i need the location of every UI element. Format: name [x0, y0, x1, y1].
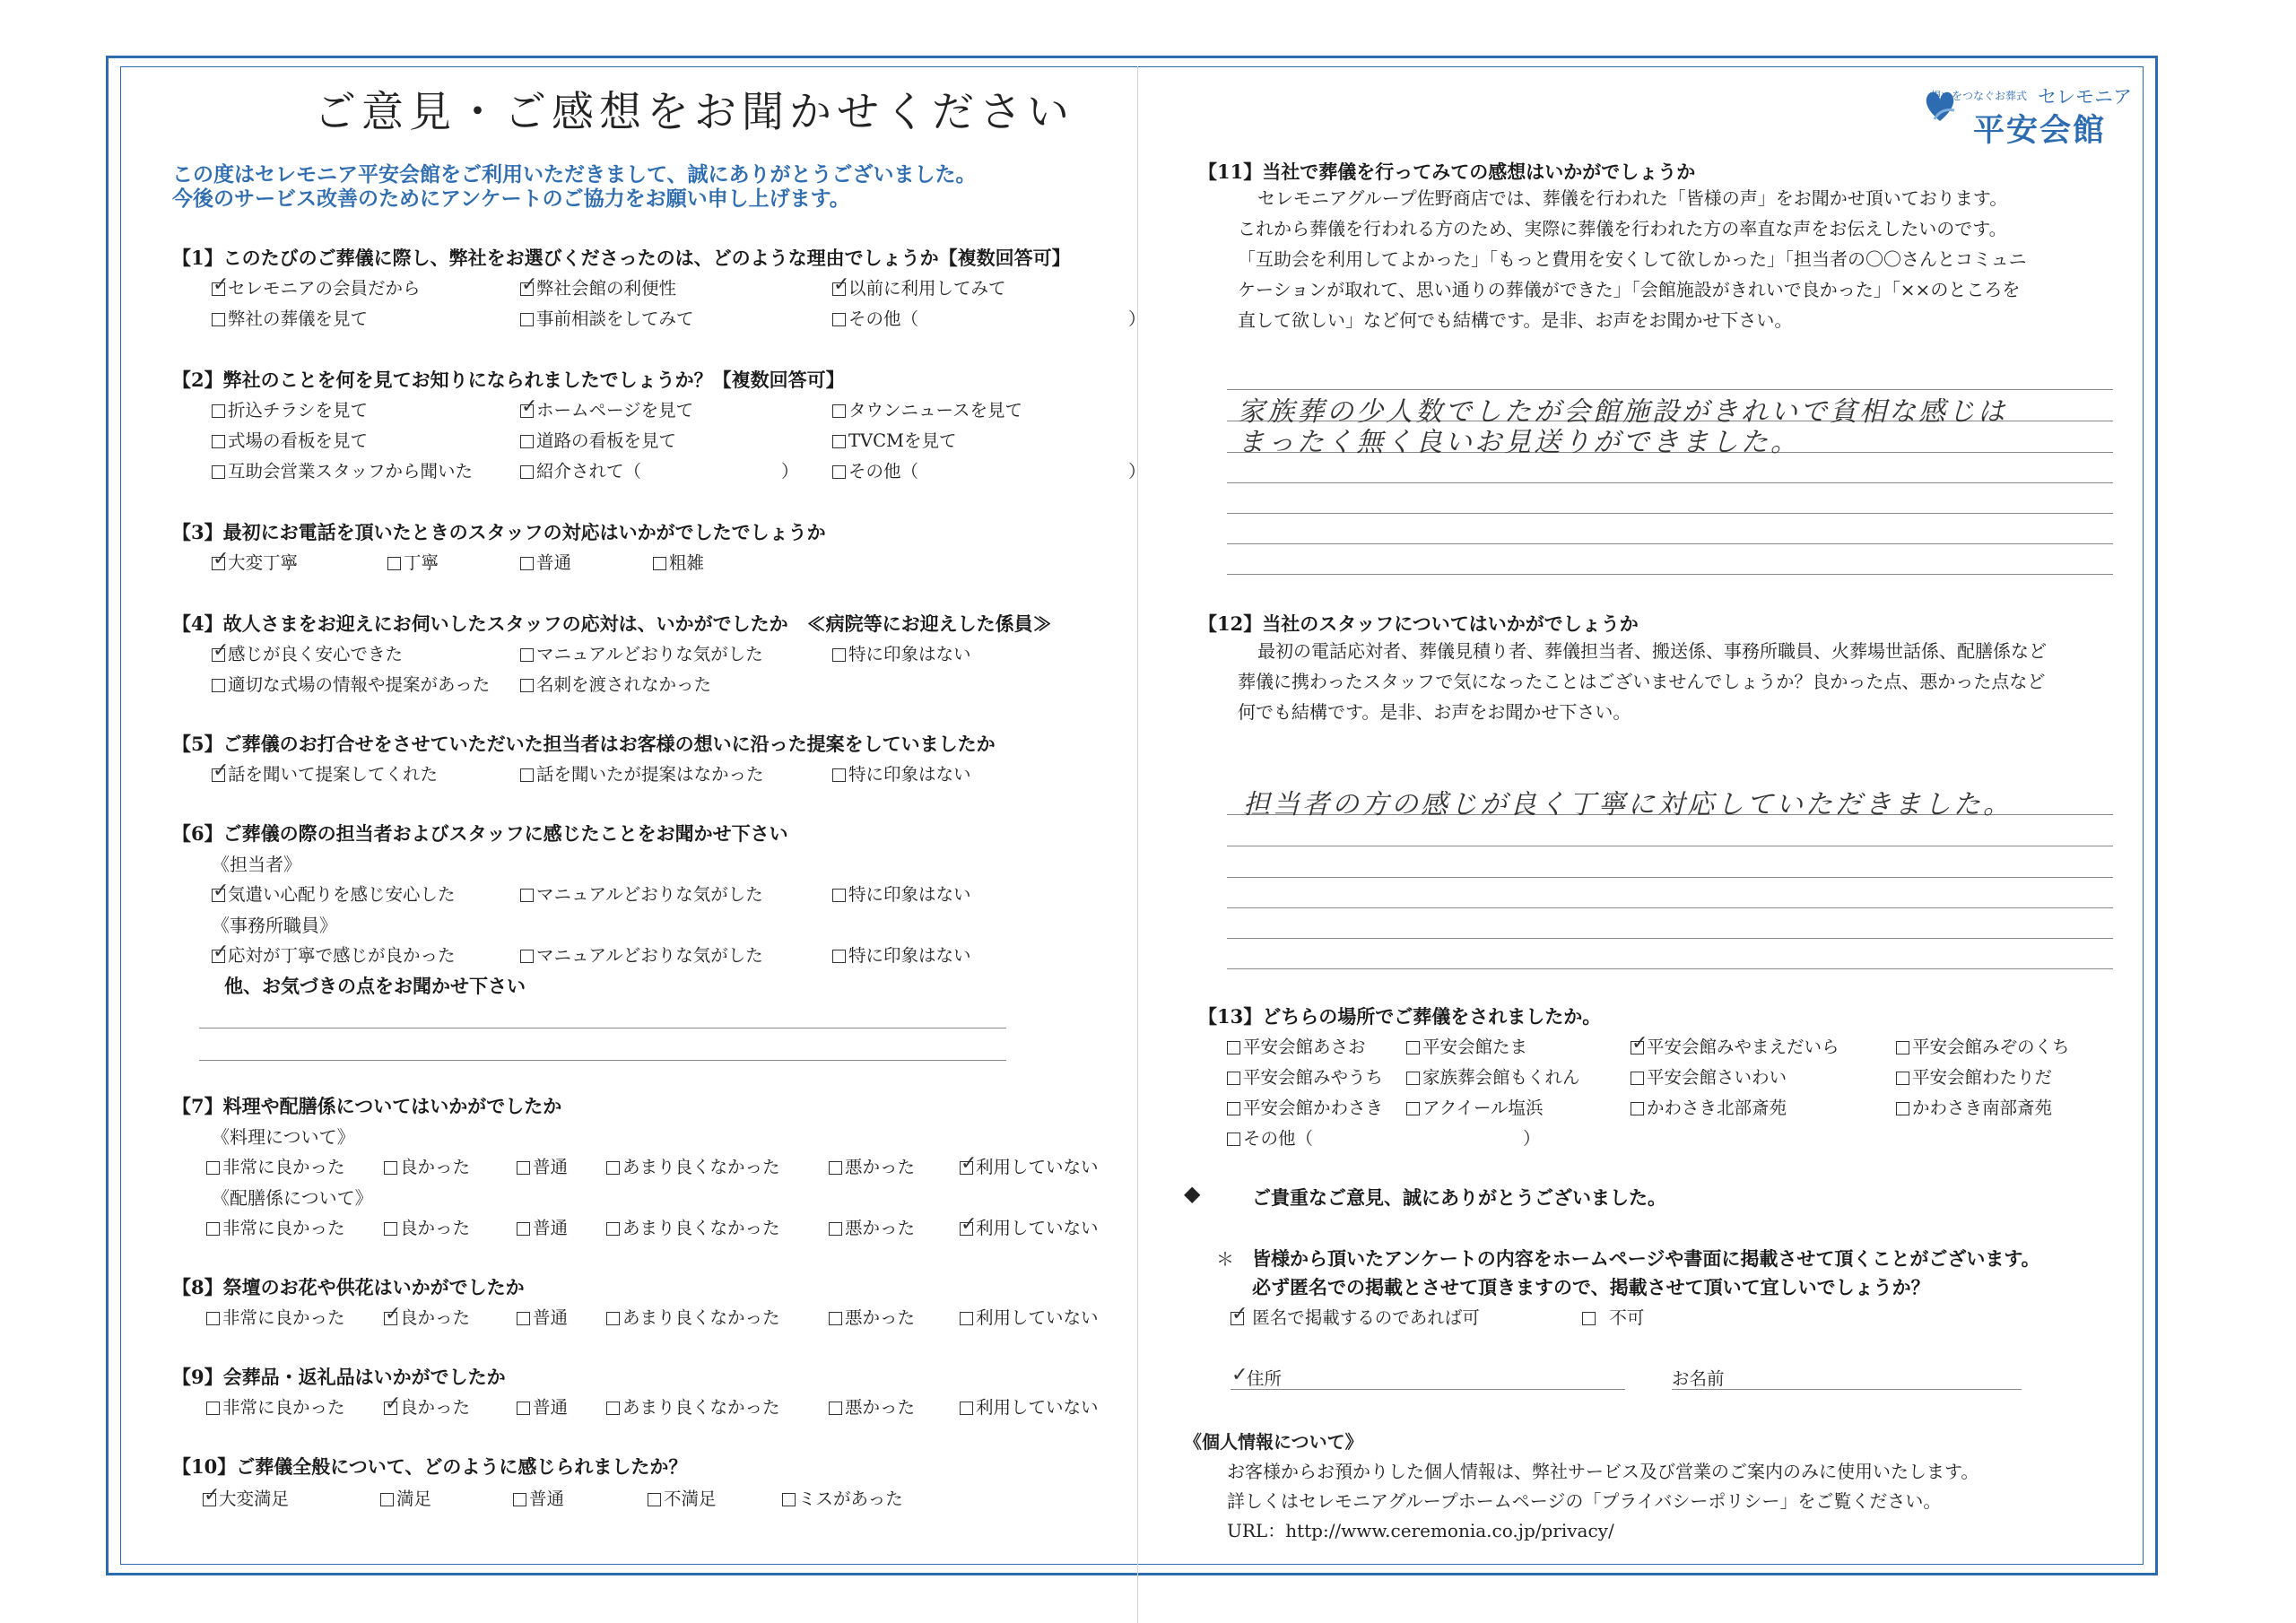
q7-sub-food: 《料理について》: [212, 1126, 355, 1148]
q3-option[interactable]: 粗雑: [653, 549, 704, 574]
checkbox[interactable]: [1896, 1041, 1909, 1055]
checkbox[interactable]: [212, 435, 225, 448]
q6-sub-office: 《事務所職員》: [212, 915, 337, 936]
q6-sub-staff: 《担当者》: [212, 854, 301, 875]
q6-label: 【6】ご葬儀の際の担当者およびスタッフに感じたことをお聞かせ下さい: [172, 822, 788, 845]
q2-option[interactable]: 折込チラシを見て: [212, 396, 368, 421]
q2-option[interactable]: 道路の看板を見て: [520, 427, 676, 452]
checkbox[interactable]: [384, 1222, 397, 1236]
q6-option[interactable]: ✓気遣い心配りを感じ安心した: [212, 881, 456, 906]
checkbox[interactable]: [520, 465, 534, 479]
consent-option-no[interactable]: 不可: [1582, 1304, 1644, 1329]
checkbox[interactable]: [606, 1222, 620, 1236]
q11-body-5: 直して欲しい」など何でも結構です。是非、お声をお聞かせ下さい。: [1238, 309, 1793, 331]
left-page: [0, 0, 1146, 1623]
checkbox[interactable]: [606, 1402, 620, 1415]
checkbox[interactable]: [1231, 1312, 1244, 1325]
q13-option[interactable]: ✓ 平安会館みやまえだいら: [1631, 1033, 1839, 1058]
q4-label: 【4】故人さまをお迎えにお伺いしたスタッフの応対は、いかがでしたか ≪病院等にお迎えした係員≫: [172, 612, 1052, 635]
checkbox[interactable]: [212, 648, 225, 662]
q3-option[interactable]: 丁寧: [387, 549, 439, 574]
checkbox[interactable]: [1227, 1072, 1240, 1085]
q1-option[interactable]: その他（ ）: [832, 305, 1146, 330]
q1-option[interactable]: ✓ 弊社会館の利便性: [520, 274, 676, 299]
checkbox[interactable]: [1631, 1102, 1644, 1115]
checkbox[interactable]: [520, 313, 534, 326]
write-line[interactable]: [1227, 938, 2113, 939]
q2-label: 【2】弊社のことを何を見てお知りになられましたでしょうか？【複数回答可】: [172, 369, 845, 391]
q8-option[interactable]: 悪かった: [829, 1304, 915, 1329]
checkbox[interactable]: [606, 1161, 620, 1175]
q1-option[interactable]: 事前相談をしてみて: [520, 305, 694, 330]
q10-option[interactable]: ミスがあった: [782, 1485, 903, 1510]
checkbox[interactable]: [832, 313, 846, 326]
q7-option[interactable]: 悪かった: [829, 1214, 915, 1239]
q13-label: 【13】どちらの場所でご葬儀をされましたか。: [1198, 1005, 1602, 1028]
checkbox[interactable]: [520, 768, 534, 782]
q13-option[interactable]: かわさき北部斎苑: [1631, 1094, 1787, 1119]
checkbox[interactable]: [1227, 1102, 1240, 1115]
checkbox[interactable]: [384, 1312, 397, 1325]
q8-option[interactable]: ✓ 良かった: [384, 1304, 470, 1329]
checkbox[interactable]: [1582, 1312, 1596, 1325]
q4-option[interactable]: マニュアルどおりな気がした: [520, 640, 763, 665]
right-page: [1137, 0, 2296, 1623]
q2-option[interactable]: その他（ ）: [832, 457, 1146, 482]
q12-body-2: 葬儀に携わったスタッフで気になったことはございませんでしょうか？良かった点、悪かった点など: [1238, 671, 2046, 692]
q12-body-3: 何でも結構です。是非、お声をお聞かせ下さい。: [1238, 701, 1631, 723]
checkbox[interactable]: [212, 465, 225, 479]
q11-body-4: ケーションが取れて、思い通りの葬儀ができた」「会館施設がきれいで良かった」「××のところを: [1238, 279, 2021, 300]
checkbox[interactable]: [1406, 1041, 1420, 1055]
checkbox[interactable]: [832, 768, 846, 782]
q13-option[interactable]: 平安会館わたりだ: [1896, 1063, 2052, 1089]
checkbox[interactable]: [1631, 1072, 1644, 1085]
thanks-text: ご貴重なご意見、誠にありがとうございました。: [1252, 1186, 1666, 1209]
q13-option[interactable]: その他（ ）: [1227, 1124, 1541, 1150]
q7-option[interactable]: ✓ 利用していない: [960, 1153, 1099, 1178]
checkbox[interactable]: [206, 1402, 220, 1415]
checkbox[interactable]: [1406, 1072, 1420, 1085]
checkbox[interactable]: [1896, 1102, 1909, 1115]
checkbox[interactable]: [1227, 1133, 1240, 1146]
q9-label: 【9】会葬品・返礼品はいかがでしたか: [172, 1366, 506, 1388]
q13-option[interactable]: 家族葬会館もくれん: [1406, 1063, 1580, 1089]
q7-option[interactable]: あまり良くなかった: [606, 1214, 780, 1239]
q1-label: 【1】このたびのご葬儀に際し、弊社をお選びくださったのは、どのような理由でしょうか【複数回答可】: [172, 247, 1071, 269]
checkbox[interactable]: [960, 1161, 973, 1175]
q11-handwritten-answer-2: まったく無く良いお見送りができました。: [1238, 427, 1800, 458]
q3-option[interactable]: 普通: [520, 549, 571, 574]
q12-handwritten-answer: 担当者の方の感じが良く丁寧に対応していただきました。: [1243, 789, 2013, 820]
privacy-line-1: お客様からお預かりした個人情報は、弊社サービス及び営業のご案内のみに使用いたします。: [1227, 1461, 1979, 1482]
q13-option[interactable]: かわさき南部斎苑: [1896, 1094, 2052, 1119]
q2-option[interactable]: TVCMを見て: [832, 427, 956, 452]
checkbox[interactable]: [829, 1402, 842, 1415]
checkbox[interactable]: [206, 1161, 220, 1175]
checkbox[interactable]: [960, 1312, 973, 1325]
q11-handwritten-answer-1: 家族葬の少人数でしたが会館施設がきれいで貧相な感じは: [1238, 396, 2007, 428]
q3-label: 【3】最初にお電話を頂いたときのスタッフの対応はいかがでしたでしょうか: [172, 521, 826, 543]
checkbox[interactable]: [517, 1402, 530, 1415]
checkbox[interactable]: [520, 404, 534, 418]
logo-name: 平安会館: [1973, 112, 2107, 149]
page-title: ご意見・ご感想をお聞かせください: [314, 88, 1074, 137]
q9-option[interactable]: あまり良くなかった: [606, 1393, 780, 1419]
q11-body-2: これから葬儀を行われる方のため、実際に葬儀を行われた方の率直な声をお伝えしたいのです。: [1238, 218, 2007, 239]
q1-option[interactable]: 弊社の葬儀を見て: [212, 305, 368, 330]
checkbox[interactable]: [212, 768, 225, 782]
checkbox[interactable]: [520, 557, 534, 570]
privacy-heading: 《個人情報について》: [1184, 1431, 1363, 1453]
q6-option[interactable]: マニュアルどおりな気がした: [520, 942, 763, 967]
checkbox[interactable]: [384, 1402, 397, 1415]
checkbox[interactable]: [960, 1402, 973, 1415]
q7-option[interactable]: 悪かった: [829, 1153, 915, 1178]
consent-option-yes[interactable]: ✓ 匿名で掲載するのであれば可: [1231, 1304, 1480, 1329]
write-line[interactable]: [1227, 968, 2113, 969]
q6-option[interactable]: 特に印象はない: [832, 881, 971, 906]
address-check: [1231, 1373, 1244, 1386]
checkbox[interactable]: [513, 1493, 526, 1506]
q2-option[interactable]: 紹介されて（ ）: [520, 457, 799, 482]
q7-option[interactable]: あまり良くなかった: [606, 1153, 780, 1178]
address-field-label: ✓住所: [1231, 1365, 1282, 1390]
checkbox[interactable]: [832, 465, 846, 479]
checkbox[interactable]: [960, 1222, 973, 1236]
q12-label: 【12】当社のスタッフについてはいかがでしょうか: [1198, 612, 1639, 635]
q5-option[interactable]: 話を聞いたが提案はなかった: [520, 760, 764, 785]
checkbox[interactable]: [212, 313, 225, 326]
q7-option[interactable]: 普通: [517, 1214, 568, 1239]
checkbox[interactable]: [606, 1312, 620, 1325]
write-line[interactable]: [1227, 907, 2113, 908]
checkbox[interactable]: [206, 1312, 220, 1325]
checkbox[interactable]: [832, 648, 846, 662]
checkbox[interactable]: [212, 679, 225, 692]
intro-line-2: 今後のサービス改善のためにアンケートのご協力をお願い申し上げます。: [172, 187, 850, 211]
q8-option[interactable]: あまり良くなかった: [606, 1304, 780, 1329]
q7-option[interactable]: ✓ 利用していない: [960, 1214, 1099, 1239]
q13-option[interactable]: 平安会館さいわい: [1631, 1063, 1787, 1089]
name-field-label: お名前: [1672, 1368, 1725, 1389]
q7-label: 【7】料理や配膳係についてはいかがでしたか: [172, 1095, 562, 1117]
name-field[interactable]: [1672, 1389, 2022, 1390]
q1-option[interactable]: ✓ 以前に利用してみて: [832, 274, 1006, 299]
checkbox[interactable]: [212, 557, 225, 570]
q4-option[interactable]: 名刺を渡されなかった: [520, 671, 711, 696]
checkbox[interactable]: [829, 1222, 842, 1236]
privacy-line-2: 詳しくはセレモニアグループホームページの「プライバシーポリシー」をご覧ください。: [1227, 1490, 1942, 1512]
checkbox[interactable]: [520, 648, 534, 662]
checkbox[interactable]: [520, 679, 534, 692]
checkbox[interactable]: [520, 435, 534, 448]
checkbox[interactable]: [212, 404, 225, 418]
checkbox[interactable]: [782, 1493, 796, 1506]
q7-option[interactable]: 非常に良かった: [206, 1214, 345, 1239]
q7-option[interactable]: 普通: [517, 1153, 568, 1178]
q7-option[interactable]: 良かった: [384, 1214, 470, 1239]
q13-option[interactable]: 平安会館みぞのくち: [1896, 1033, 2070, 1058]
q12-body-1: 最初の電話応対者、葬儀見積り者、葬儀担当者、搬送係、事務所職員、火葬場世話係、配膳係など: [1257, 640, 2047, 662]
q1-option[interactable]: ✓セレモニアの会員だから: [212, 274, 421, 299]
q8-option[interactable]: 利用していない: [960, 1304, 1099, 1329]
checkbox[interactable]: [653, 557, 666, 570]
checkbox[interactable]: [832, 435, 846, 448]
q7-option[interactable]: 非常に良かった: [206, 1153, 345, 1178]
q9-option[interactable]: 普通: [517, 1393, 568, 1419]
q10-option[interactable]: 満足: [380, 1485, 431, 1510]
checkbox[interactable]: [829, 1312, 842, 1325]
q13-option[interactable]: 平安会館かわさき: [1227, 1094, 1383, 1119]
q7-sub-server: 《配膳係について》: [212, 1187, 373, 1209]
write-line[interactable]: [1227, 513, 2113, 514]
checkbox[interactable]: [832, 950, 846, 963]
asterisk-icon: ＊: [1216, 1248, 1234, 1270]
q6-other-label: 他、お気づきの点をお聞かせ下さい: [224, 975, 526, 997]
q9-option[interactable]: 悪かった: [829, 1393, 915, 1419]
q4-option[interactable]: 特に印象はない: [832, 640, 971, 665]
checkbox[interactable]: [520, 950, 534, 963]
checkbox[interactable]: [1896, 1072, 1909, 1085]
q5-label: 【5】ご葬儀のお打合せをさせていただいた担当者はお客様の想いに沿った提案をしていましたか: [172, 733, 996, 755]
checkbox[interactable]: [520, 282, 534, 296]
checkbox[interactable]: [517, 1222, 530, 1236]
checkbox[interactable]: [832, 282, 846, 296]
write-line[interactable]: [199, 1060, 1006, 1061]
q11-label: 【11】当社で葬儀を行ってみての感想はいかがでしょうか: [1198, 161, 1696, 183]
logo-tagline: 想いをつなぐお葬式: [1930, 90, 2028, 102]
q9-option[interactable]: 利用していない: [960, 1393, 1099, 1419]
address-field[interactable]: [1231, 1389, 1625, 1390]
write-line[interactable]: [1227, 574, 2113, 575]
checkbox[interactable]: [212, 889, 225, 902]
q10-option[interactable]: 不満足: [648, 1485, 717, 1510]
q5-option[interactable]: ✓話を聞いて提案してくれた: [212, 760, 438, 785]
checkbox[interactable]: [520, 889, 534, 902]
checkbox[interactable]: [517, 1161, 530, 1175]
q13-option[interactable]: 平安会館たま: [1406, 1033, 1527, 1058]
intro-line-1: この度はセレモニア平安会館をご利用いただきまして、誠にありがとうございました。: [172, 162, 977, 187]
q5-option[interactable]: 特に印象はない: [832, 760, 971, 785]
q4-option[interactable]: ✓感じが良く安心できた: [212, 640, 403, 665]
checkbox[interactable]: [829, 1161, 842, 1175]
checkbox[interactable]: [648, 1493, 661, 1506]
q13-option[interactable]: 平安会館みやうち: [1227, 1063, 1383, 1089]
checkbox[interactable]: [1227, 1041, 1240, 1055]
q2-option[interactable]: ✓ ホームページを見て: [520, 396, 693, 421]
checkbox[interactable]: [1406, 1102, 1420, 1115]
publish-note-2: 必ず匿名での掲載とさせて頂きますので、掲載させて頂いて宜しいでしょうか？: [1252, 1276, 1930, 1298]
q2-option[interactable]: 式場の看板を見て: [212, 427, 368, 452]
privacy-url-link[interactable]: URL：http://www.ceremonia.co.jp/privacy/: [1227, 1520, 1614, 1541]
q6-option[interactable]: マニュアルどおりな気がした: [520, 881, 763, 906]
q10-label: 【10】ご葬儀全般について、どのように感じられましたか？: [172, 1455, 688, 1478]
q6-option[interactable]: 特に印象はない: [832, 942, 971, 967]
write-line[interactable]: [1227, 543, 2113, 544]
publish-note-1: 皆様から頂いたアンケートの内容をホームページや書面に掲載させて頂くことがございます。: [1252, 1247, 2040, 1270]
q7-option[interactable]: 良かった: [384, 1153, 470, 1178]
checkbox[interactable]: [203, 1493, 216, 1506]
q2-option[interactable]: 互助会営業スタッフから聞いた: [212, 457, 473, 482]
checkbox[interactable]: [517, 1312, 530, 1325]
write-line[interactable]: [1227, 482, 2113, 483]
checkbox[interactable]: [1631, 1041, 1644, 1055]
q9-option[interactable]: 非常に良かった: [206, 1393, 345, 1419]
q6-option[interactable]: ✓応対が丁寧で感じが良かった: [212, 942, 456, 967]
checkbox[interactable]: [387, 557, 401, 570]
checkbox[interactable]: [832, 404, 846, 418]
q8-label: 【8】祭壇のお花や供花はいかがでしたか: [172, 1276, 525, 1298]
write-line[interactable]: [1227, 877, 2113, 878]
q13-option[interactable]: 平安会館あさお: [1227, 1033, 1366, 1058]
checkbox[interactable]: [380, 1493, 394, 1506]
q11-body-3: 「互助会を利用してよかった」「もっと費用を安くして欲しかった」「担当者の〇〇さんとコミュニ: [1238, 248, 2027, 270]
q10-option[interactable]: 普通: [513, 1485, 564, 1510]
diamond-icon: ◆: [1184, 1181, 1201, 1206]
checkbox[interactable]: [212, 282, 225, 296]
checkbox[interactable]: [212, 950, 225, 963]
q9-option[interactable]: ✓ 良かった: [384, 1393, 470, 1419]
q3-option[interactable]: ✓大変丁寧: [212, 549, 298, 574]
checkbox[interactable]: [384, 1161, 397, 1175]
q4-option[interactable]: 適切な式場の情報や提案があった: [212, 671, 490, 696]
q13-option[interactable]: アクイール塩浜: [1406, 1094, 1544, 1119]
checkbox[interactable]: [832, 889, 846, 902]
q8-option[interactable]: 普通: [517, 1304, 568, 1329]
q11-body-1: セレモニアグループ佐野商店では、葬儀を行われた「皆様の声」をお聞かせ頂いております。: [1257, 187, 2008, 209]
checkbox[interactable]: [206, 1222, 220, 1236]
q2-option[interactable]: タウンニュースを見て: [832, 396, 1022, 421]
q8-option[interactable]: 非常に良かった: [206, 1304, 345, 1329]
logo-brand: セレモニア: [2038, 86, 2132, 108]
q10-option[interactable]: ✓大変満足: [203, 1485, 289, 1510]
